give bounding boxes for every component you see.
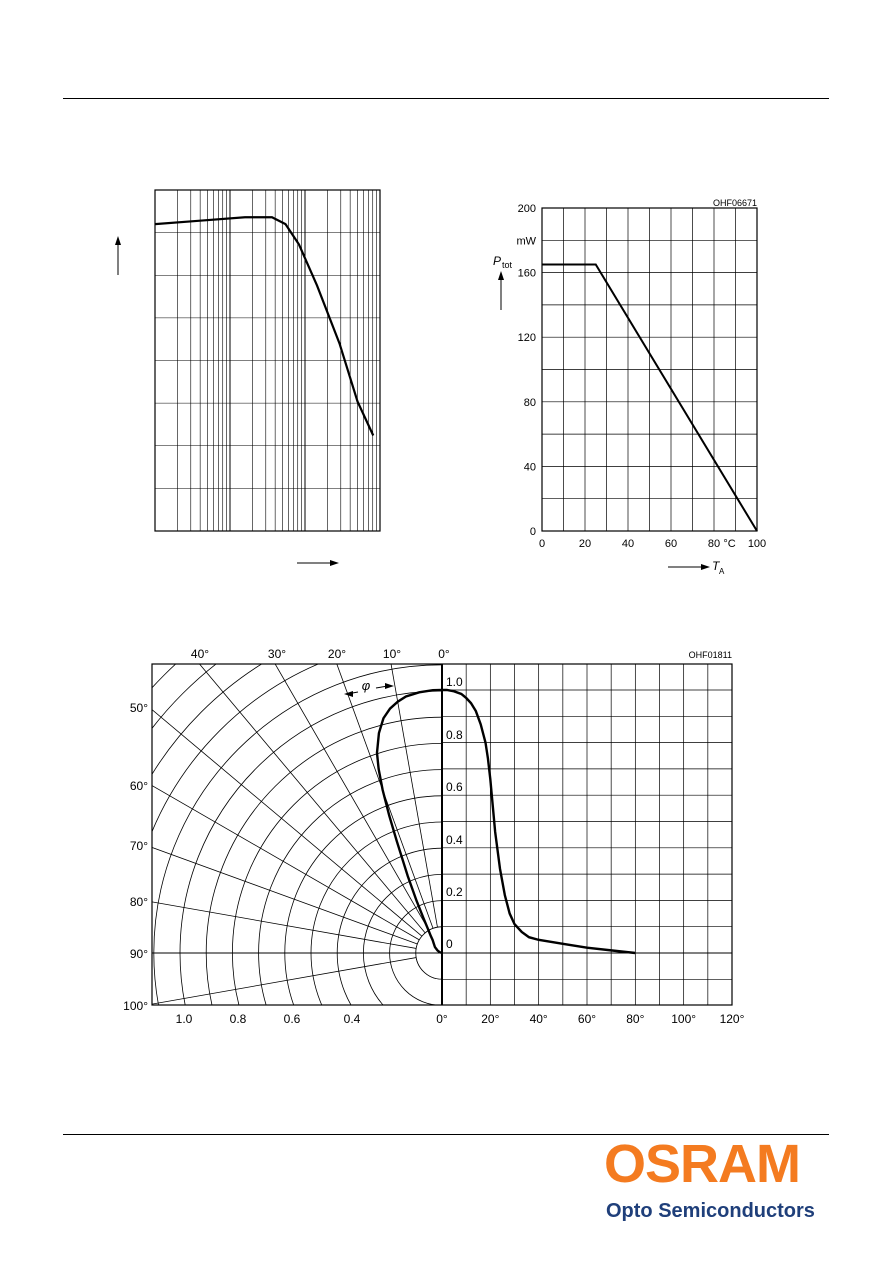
chart-3-polar-spoke [182,503,429,931]
chart-3-y-label: 1.0 [446,675,463,689]
chart-3-angle-label: 10° [382,647,402,661]
chart-3-angle-label: 100° [123,999,148,1013]
chart-2-id-label: OHF06671 [712,198,757,208]
chart-3-x-label: 40° [529,1012,548,1026]
chart-3-x-label: 20° [481,1012,500,1026]
chart-3-radius-label: 0.4 [343,1012,361,1026]
chart-2-x-label: T [712,559,720,573]
chart-3-x-label: 60° [577,1012,597,1026]
chart-2-xtick-label: 20 [578,538,592,550]
chart-3-angle-label: 90° [129,947,148,961]
chart-2-y-unit: mW [516,235,536,248]
chart-3-radius-label: 1.0 [175,1012,193,1026]
chart-3-radius-label: 0.8 [229,1012,247,1026]
chart-3-y-label: 0.2 [446,885,463,899]
chart-3-phi-symbol: φ [361,678,371,693]
chart-3-x-label: 100° [671,1012,697,1026]
chart-2-ytick-label: 0 [529,526,536,538]
chart-2-y-label-subscript: tot [502,260,513,270]
chart-3-id-label: OHF01811 [688,650,732,660]
chart-3-bottom-zero-label: 0° [436,1012,448,1026]
chart-2-power-derating [493,198,766,576]
chart-1-x-arrow-head [330,560,339,566]
chart-3-angle-label: 0° [438,647,450,661]
chart-3-polar-spoke [0,693,419,940]
chart-3-y-label: 0.6 [446,780,463,794]
chart-3-angle-label: 60° [129,779,148,793]
chart-3-y-label: 0 [446,937,453,951]
chart-3-angle-label: 30° [267,647,287,661]
chart-3-polar-spoke [44,619,422,936]
chart-2-xtick-label: 80 [707,538,721,550]
chart-3-angle-label: 80° [129,895,148,909]
chart-3-polar-spoke [0,863,416,949]
chart-2-x-arrow-head [701,564,710,570]
chart-3-radius-label: 0.6 [283,1012,301,1026]
chart-3-angle-label: 70° [129,839,148,853]
logo-subtitle: Opto Semiconductors [606,1200,815,1222]
chart-3-y-label: 0.4 [446,833,463,847]
chart-2-ytick-label: 160 [517,267,536,280]
chart-2-y-label: P [493,254,502,268]
chart-2-x-label-subscript: A [719,567,725,576]
chart-2-ytick-label: 120 [517,332,536,345]
chart-3-angle-label: 40° [190,647,210,661]
logo-wordmark: OSRAM [604,1134,800,1194]
chart-3-angle-label: 50° [129,701,148,715]
chart-3-polar-spoke [0,958,416,1044]
chart-1-log-characteristic [115,190,380,566]
chart-3-angle-label: 20° [327,647,347,661]
osram-logo [604,1136,834,1228]
chart-2-xtick-label: 0 [538,538,546,550]
chart-2-ytick-label: 40 [523,461,536,474]
chart-3-x-label: 80° [626,1012,645,1026]
chart-2-xtick-label: 60 [664,538,678,550]
chart-2-xtick-label: 100 [747,538,767,550]
chart-3-y-label: 0.8 [446,728,463,742]
chart-3-phi-arrow-right-head [385,683,394,689]
chart-2-xtick-label: 40 [621,538,635,550]
chart-1-y-arrow-head [115,236,121,245]
chart-3-x-label: 120° [719,1012,745,1026]
chart-3-polar-curve [377,690,442,953]
chart-2-y-arrow-head [498,271,504,280]
chart-2-ytick-label: 200 [517,203,536,215]
chart-2-ytick-label: 80 [523,396,536,409]
chart-2-x-unit: °C [723,538,736,550]
